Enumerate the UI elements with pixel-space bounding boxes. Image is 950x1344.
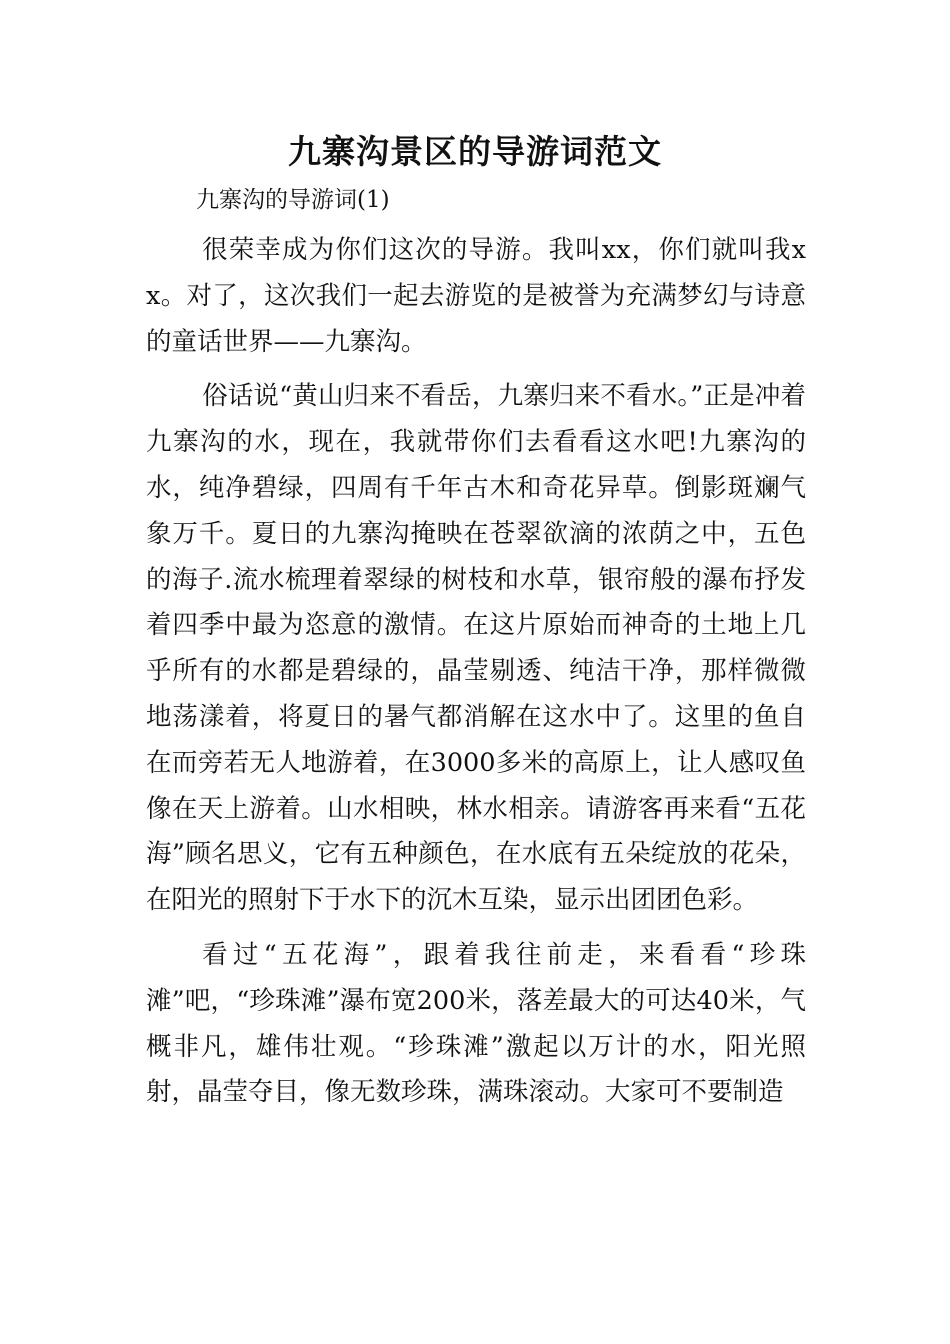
- paragraph-water: 俗话说“黄山归来不看岳，九寨归来不看水。”正是冲着九寨沟的水，现在，我就带你们去看看这水吧!九寨沟的水，纯净碧绿，四周有千年古木和奇花异草。倒影斑斓气象万千。夏日的九寨沟掩映在苍翠欲滴的浓荫之中，五色的海子.流水梳理着翠绿的树枝和水草，银帘般的瀑布抒发着四季中最为恣意的激情。在这片原始而神奇的土地上几乎所有的水都是碧绿的，晶莹剔透、纯洁干净，那样微微地荡漾着，将夏日的暑气都消解在这水中了。这里的鱼自在而旁若无人地游着，在3000多米的高原上，让人感叹鱼像在天上游着。山水相映，林水相亲。请游客再来看“五花海”顾名思义，它有五种颜色，在水底有五朵绽放的花朵，在阳光的照射下于水下的沉木互染，显示出团团色彩。: [146, 381, 806, 916]
- paragraph-pearl-shoal: 看过“五花海”，跟着我往前走，来看看“珍珠滩”吧，“珍珠滩”瀑布宽200米，落差最大的可达40米，气概非凡，雄伟壮观。“珍珠滩”激起以万计的水，阳光照射，晶莹夺目，像无数珍珠，满珠滚动。大家可不要制造: [146, 939, 806, 1108]
- paragraph-intro: 很荣幸成为你们这次的导游。我叫xx，你们就叫我xx。对了，这次我们一起去游览的是被誉为充满梦幻与诗意的童话世界——九寨沟。: [146, 235, 806, 357]
- document-body: [146, 228, 806, 1125]
- document-title: 九寨沟景区的导游词范文: [288, 132, 662, 171]
- document-subtitle: 九寨沟的导游词(1): [196, 187, 390, 213]
